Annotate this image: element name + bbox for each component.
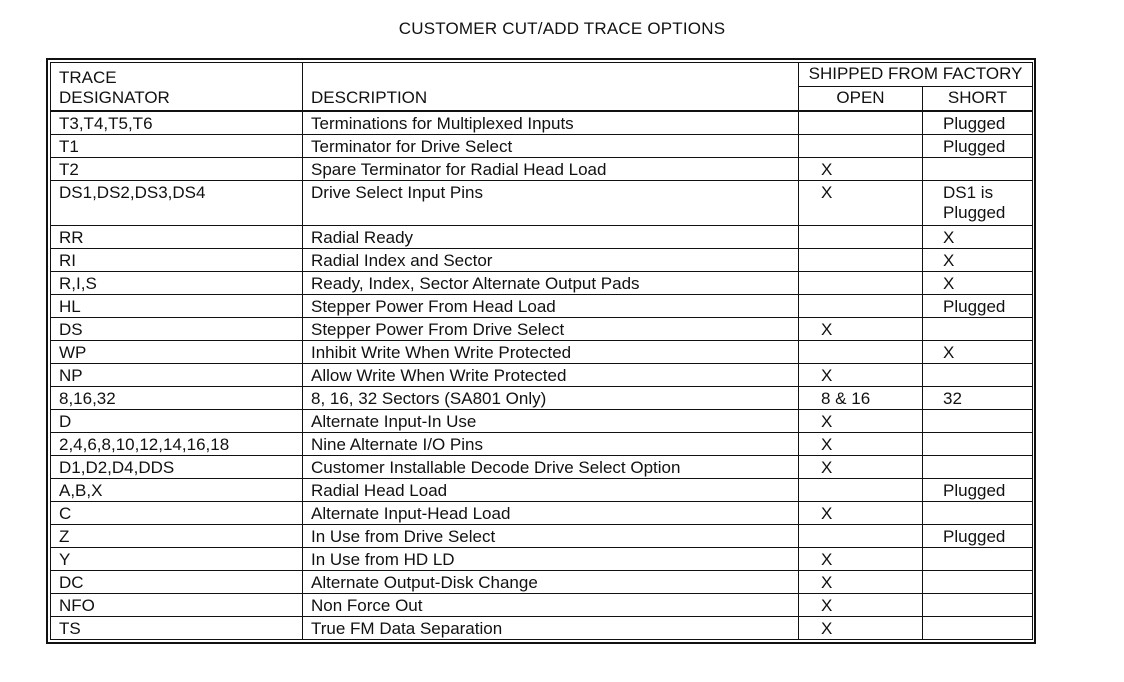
short-cell bbox=[923, 410, 1033, 433]
table-row bbox=[51, 318, 1033, 341]
open-cell bbox=[799, 341, 923, 364]
open-cell: X bbox=[799, 318, 923, 341]
designator-cell: A,B,X bbox=[51, 479, 303, 502]
description-cell: Radial Head Load bbox=[303, 479, 799, 502]
open-cell: 8 & 16 bbox=[799, 387, 923, 410]
open-cell: X bbox=[799, 617, 923, 640]
description-cell: Spare Terminator for Radial Head Load bbox=[303, 158, 799, 181]
short-cell: X bbox=[923, 341, 1033, 364]
description-cell: In Use from HD LD bbox=[303, 548, 799, 571]
table-row bbox=[51, 548, 1033, 571]
description-cell: Non Force Out bbox=[303, 594, 799, 617]
table-row bbox=[51, 456, 1033, 479]
table-row bbox=[51, 181, 1033, 226]
description-cell: Nine Alternate I/O Pins bbox=[303, 433, 799, 456]
description-cell: Terminator for Drive Select bbox=[303, 135, 799, 158]
open-cell bbox=[799, 135, 923, 158]
short-cell bbox=[923, 456, 1033, 479]
open-cell bbox=[799, 479, 923, 502]
description-cell: 8, 16, 32 Sectors (SA801 Only) bbox=[303, 387, 799, 410]
table-row bbox=[51, 387, 1033, 410]
designator-cell: 2,4,6,8,10,12,14,16,18 bbox=[51, 433, 303, 456]
designator-cell: Z bbox=[51, 525, 303, 548]
page-title: CUSTOMER CUT/ADD TRACE OPTIONS bbox=[398, 19, 726, 38]
open-cell: X bbox=[799, 571, 923, 594]
description-cell: Inhibit Write When Write Protected bbox=[303, 341, 799, 364]
open-cell: X bbox=[799, 502, 923, 525]
table-row bbox=[51, 158, 1033, 181]
designator-cell: C bbox=[51, 502, 303, 525]
open-cell: X bbox=[799, 181, 923, 226]
description-cell: In Use from Drive Select bbox=[303, 525, 799, 548]
table-row bbox=[51, 525, 1033, 548]
description-cell: Radial Index and Sector bbox=[303, 249, 799, 272]
trace-header-line2: DESIGNATOR bbox=[59, 88, 170, 107]
short-cell: Plugged bbox=[923, 479, 1033, 502]
short-cell bbox=[923, 158, 1033, 181]
open-cell bbox=[799, 295, 923, 318]
short-cell bbox=[923, 548, 1033, 571]
description-cell: True FM Data Separation bbox=[303, 617, 799, 640]
open-cell bbox=[799, 226, 923, 249]
designator-cell: R,I,S bbox=[51, 272, 303, 295]
designator-cell: T2 bbox=[51, 158, 303, 181]
short-cell bbox=[923, 571, 1033, 594]
table-row bbox=[51, 571, 1033, 594]
trace-designator-header bbox=[51, 63, 303, 112]
table-row bbox=[51, 111, 1033, 135]
table-row bbox=[51, 594, 1033, 617]
trace-header-line1: TRACE bbox=[59, 68, 117, 87]
designator-cell: RR bbox=[51, 226, 303, 249]
table-row bbox=[51, 433, 1033, 456]
designator-cell: D bbox=[51, 410, 303, 433]
description-cell: Drive Select Input Pins bbox=[303, 181, 799, 226]
description-cell: Customer Installable Decode Drive Select Option bbox=[303, 456, 799, 479]
short-cell bbox=[923, 502, 1033, 525]
open-cell: X bbox=[799, 410, 923, 433]
short-cell: Plugged bbox=[923, 525, 1033, 548]
short-cell: Plugged bbox=[923, 111, 1033, 135]
table-row bbox=[51, 226, 1033, 249]
open-header: OPEN bbox=[799, 87, 923, 112]
designator-cell: D1,D2,D4,DDS bbox=[51, 456, 303, 479]
description-cell: Ready, Index, Sector Alternate Output Pads bbox=[303, 272, 799, 295]
table-row bbox=[51, 272, 1033, 295]
description-cell: Alternate Input-In Use bbox=[303, 410, 799, 433]
description-cell: Stepper Power From Drive Select bbox=[303, 318, 799, 341]
designator-cell: DS bbox=[51, 318, 303, 341]
description-cell: Terminations for Multiplexed Inputs bbox=[303, 111, 799, 135]
open-cell: X bbox=[799, 594, 923, 617]
short-header: SHORT bbox=[923, 87, 1033, 112]
designator-cell: DC bbox=[51, 571, 303, 594]
short-cell bbox=[923, 617, 1033, 640]
table-row bbox=[51, 479, 1033, 502]
designator-cell: T1 bbox=[51, 135, 303, 158]
table-row bbox=[51, 410, 1033, 433]
designator-cell: HL bbox=[51, 295, 303, 318]
designator-cell: Y bbox=[51, 548, 303, 571]
short-cell: Plugged bbox=[923, 135, 1033, 158]
trace-options-frame bbox=[46, 58, 1036, 644]
short-cell: DS1 is Plugged bbox=[923, 181, 1033, 226]
table-row bbox=[51, 295, 1033, 318]
open-cell: X bbox=[799, 433, 923, 456]
designator-cell: T3,T4,T5,T6 bbox=[51, 111, 303, 135]
open-cell: X bbox=[799, 548, 923, 571]
table-row bbox=[51, 135, 1033, 158]
table-row bbox=[51, 617, 1033, 640]
description-header: DESCRIPTION bbox=[303, 63, 799, 112]
designator-cell: RI bbox=[51, 249, 303, 272]
short-cell: X bbox=[923, 226, 1033, 249]
table-row bbox=[51, 364, 1033, 387]
designator-cell: NP bbox=[51, 364, 303, 387]
designator-cell: 8,16,32 bbox=[51, 387, 303, 410]
short-cell bbox=[923, 594, 1033, 617]
open-cell: X bbox=[799, 158, 923, 181]
open-cell bbox=[799, 525, 923, 548]
short-cell: 32 bbox=[923, 387, 1033, 410]
table-row bbox=[51, 341, 1033, 364]
description-cell: Alternate Input-Head Load bbox=[303, 502, 799, 525]
short-cell: X bbox=[923, 272, 1033, 295]
description-cell: Allow Write When Write Protected bbox=[303, 364, 799, 387]
short-cell bbox=[923, 318, 1033, 341]
table-row bbox=[51, 502, 1033, 525]
short-cell bbox=[923, 364, 1033, 387]
open-cell bbox=[799, 249, 923, 272]
open-cell: X bbox=[799, 456, 923, 479]
description-cell: Radial Ready bbox=[303, 226, 799, 249]
table-row bbox=[51, 249, 1033, 272]
short-cell bbox=[923, 433, 1033, 456]
designator-cell: DS1,DS2,DS3,DS4 bbox=[51, 181, 303, 226]
shipped-from-factory-header: SHIPPED FROM FACTORY bbox=[799, 63, 1033, 87]
open-cell: X bbox=[799, 364, 923, 387]
trace-options-table bbox=[50, 62, 1033, 640]
trace-rows bbox=[51, 111, 1033, 640]
designator-cell: NFO bbox=[51, 594, 303, 617]
designator-cell: TS bbox=[51, 617, 303, 640]
open-cell bbox=[799, 272, 923, 295]
description-cell: Stepper Power From Head Load bbox=[303, 295, 799, 318]
short-cell: Plugged bbox=[923, 295, 1033, 318]
description-cell: Alternate Output-Disk Change bbox=[303, 571, 799, 594]
open-cell bbox=[799, 111, 923, 135]
short-cell: X bbox=[923, 249, 1033, 272]
designator-cell: WP bbox=[51, 341, 303, 364]
